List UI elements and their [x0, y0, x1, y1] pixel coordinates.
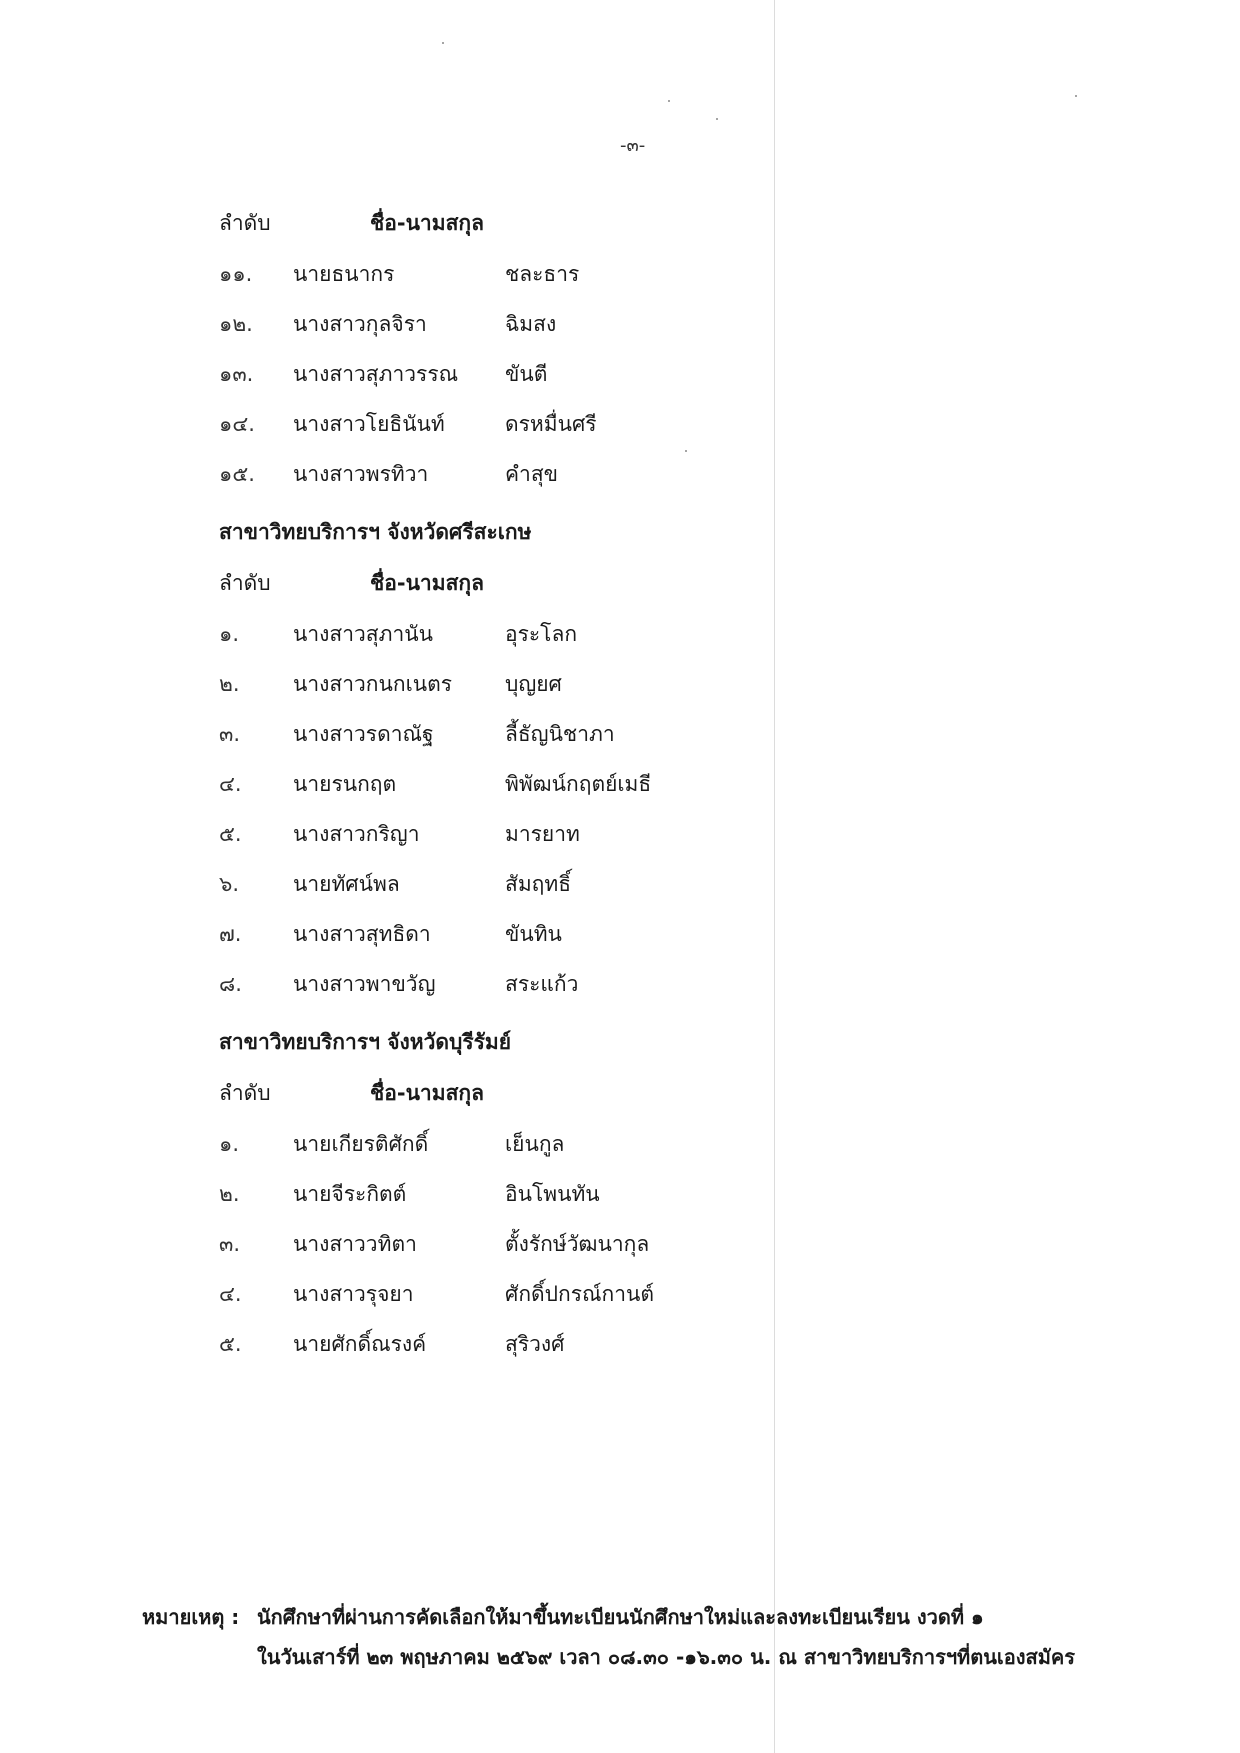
page-number: -๓- [620, 135, 646, 156]
first-name: นางสาววทิตา [293, 1232, 417, 1256]
list-item [0, 668, 800, 698]
list-item [0, 408, 800, 438]
first-name: นางสาวกุลจิรา [293, 312, 427, 336]
header-order-label: ลำดับ [219, 571, 271, 595]
list-item [0, 868, 800, 898]
row-number: ๑๕. [219, 462, 255, 486]
first-name: นางสาวสุภาวรรณ [293, 362, 459, 386]
row-number: ๔. [219, 772, 242, 796]
list-item [0, 818, 800, 848]
last-name: ลี้ธัญนิชาภา [505, 722, 615, 746]
list-item [0, 1178, 800, 1208]
remark-line-1: นักศึกษาที่ผ่านการคัดเลือกให้มาขึ้นทะเบียนนักศึกษาใหม่และลงทะเบียนเรียน งวดที่ ๑ [257, 1605, 984, 1629]
last-name: ขันตี [505, 362, 548, 386]
last-name: ขันทิน [505, 922, 562, 946]
first-name: นางสาวกนกเนตร [293, 672, 453, 696]
list-item [0, 1128, 800, 1158]
section-title: สาขาวิทยบริการฯ จังหวัดบุรีรัมย์ [219, 1030, 512, 1054]
row-number: ๑. [219, 1132, 240, 1156]
first-name: นางสาวกริญา [293, 822, 420, 846]
row-number: ๖. [219, 872, 240, 896]
list-item [0, 768, 800, 798]
first-name: นางสาวสุทธิดา [293, 922, 431, 946]
header-order-label: ลำดับ [219, 1081, 271, 1105]
row-number: ๗. [219, 922, 242, 946]
first-name: นายศักดิ์ณรงค์ [293, 1332, 427, 1356]
first-name: นายรนกฤต [293, 772, 397, 796]
list-item [0, 308, 800, 338]
last-name: เย็นกูล [505, 1132, 565, 1156]
first-name: นางสาวพรทิวา [293, 462, 429, 486]
first-name: นายทัศน์พล [293, 872, 400, 896]
first-name: นางสาวรุจยา [293, 1282, 414, 1306]
last-name: สัมฤทธิ์ [505, 872, 572, 896]
last-name: คำสุข [505, 462, 559, 486]
row-number: ๑. [219, 622, 240, 646]
last-name: ดรหมื่นศรี [505, 412, 597, 436]
list-item [0, 1228, 800, 1258]
list-item [0, 968, 800, 998]
row-number: ๑๔. [219, 412, 255, 436]
list-item [0, 618, 800, 648]
last-name: มารยาท [505, 822, 580, 846]
first-name: นางสาวโยธินันท์ [293, 412, 445, 436]
last-name: อุระโลก [505, 622, 578, 646]
row-number: ๕. [219, 822, 242, 846]
header-name-label: ชื่อ-นามสกุล [370, 1081, 484, 1105]
row-number: ๒. [219, 672, 240, 696]
list-header [0, 207, 700, 237]
row-number: ๑๒. [219, 312, 253, 336]
list-item [0, 918, 800, 948]
scan-speck [668, 100, 670, 102]
list-item [0, 358, 800, 388]
list-item [0, 1278, 800, 1308]
header-name-label: ชื่อ-นามสกุล [370, 211, 484, 235]
list-header [0, 567, 700, 597]
row-number: ๓. [219, 1232, 241, 1256]
last-name: ตั้งรักษ์วัฒนากุล [505, 1232, 650, 1256]
list-item [0, 718, 800, 748]
last-name: บุญยศ [505, 672, 562, 696]
last-name: สุริวงศ์ [505, 1332, 565, 1356]
last-name: พิพัฒน์กฤตย์เมธี [505, 772, 652, 796]
row-number: ๑๑. [219, 262, 253, 286]
row-number: ๓. [219, 722, 241, 746]
remark-line-2: ในวันเสาร์ที่ ๒๓ พฤษภาคม ๒๕๖๙ เวลา ๐๘.๓๐ -๑๖.๓๐ น. ณ สาขาวิทยบริการฯที่ตนเองสมัคร [257, 1645, 1076, 1669]
last-name: อินโพนทัน [505, 1182, 600, 1206]
last-name: ฉิมสง [505, 312, 557, 336]
row-number: ๔. [219, 1282, 242, 1306]
list-item [0, 1328, 800, 1358]
list-item [0, 258, 800, 288]
row-number: ๒. [219, 1182, 240, 1206]
first-name: นายธนากร [293, 262, 395, 286]
first-name: นางสาวพาขวัญ [293, 972, 436, 996]
first-name: นางสาวสุภานัน [293, 622, 433, 646]
last-name: ชละธาร [505, 262, 580, 286]
row-number: ๕. [219, 1332, 242, 1356]
list-item [0, 458, 800, 488]
remark-label: หมายเหตุ : [142, 1605, 240, 1629]
row-number: ๑๓. [219, 362, 254, 386]
first-name: นางสาวรดาณัฐ [293, 722, 434, 746]
list-header [0, 1077, 700, 1107]
scan-speck [442, 42, 444, 44]
first-name: นายจีระกิตต์ [293, 1182, 407, 1206]
scan-speck [685, 450, 687, 452]
first-name: นายเกียรติศักดิ์ [293, 1132, 429, 1156]
header-order-label: ลำดับ [219, 211, 271, 235]
section-title: สาขาวิทยบริการฯ จังหวัดศรีสะเกษ [219, 520, 532, 544]
scan-speck [716, 118, 718, 120]
last-name: ศักดิ์ปกรณ์กานต์ [505, 1282, 654, 1306]
last-name: สระแก้ว [505, 972, 579, 996]
scan-speck [1075, 95, 1077, 97]
header-name-label: ชื่อ-นามสกุล [370, 571, 484, 595]
row-number: ๘. [219, 972, 242, 996]
